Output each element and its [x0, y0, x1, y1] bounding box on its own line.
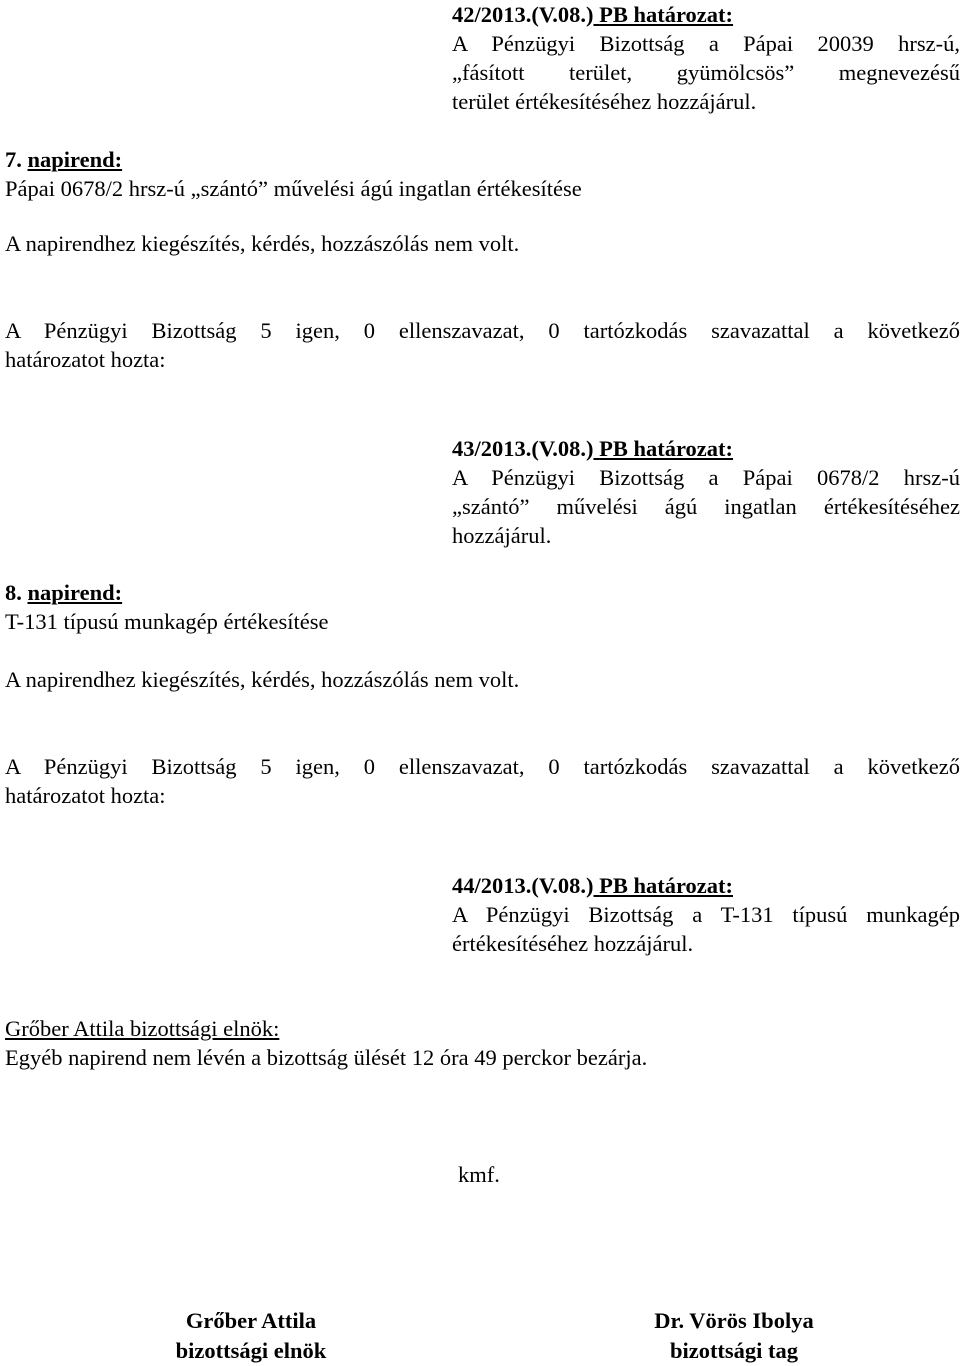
closing-speaker: Grőber Attila bizottsági elnök:	[5, 1016, 280, 1041]
resolution-44-line-1: A Pénzügyi Bizottság a T-131 típusú munkagép	[452, 902, 960, 927]
agenda-7-title: 7. napirend:	[5, 147, 123, 172]
agenda-8-title: 8. napirend:	[5, 580, 123, 605]
resolution-43-line-2: „szántó” művelési ágú ingatlan értékesítéséhez	[452, 494, 960, 519]
resolution-42-line-1: A Pénzügyi Bizottság a Pápai 20039 hrsz-ú,	[452, 31, 960, 56]
agenda-8-comment-text: A napirendhez kiegészítés, kérdés, hozzászólás nem volt.	[5, 667, 520, 692]
resolution-44-title: 44/2013.(V.08.) PB határozat:	[452, 873, 734, 898]
agenda-7-subject: Pápai 0678/2 hrsz-ú „szántó” művelési ágú ingatlan értékesítése	[5, 176, 582, 201]
resolution-44	[452, 871, 960, 958]
agenda-7-comment	[5, 229, 960, 258]
agenda-8-vote-line-1: A Pénzügyi Bizottság 5 igen, 0 ellenszavazat, 0 tartózkodás szavazattal a következő	[5, 754, 960, 779]
resolution-43-title: 43/2013.(V.08.) PB határozat:	[452, 436, 734, 461]
agenda-7-comment-text: A napirendhez kiegészítés, kérdés, hozzászólás nem volt.	[5, 231, 520, 256]
kmf-label: kmf.	[458, 1162, 500, 1187]
agenda-7-vote-line-1: A Pénzügyi Bizottság 5 igen, 0 ellenszavazat, 0 tartózkodás szavazattal a következő	[5, 318, 960, 343]
resolution-42-title: 42/2013.(V.08.) PB határozat:	[452, 2, 734, 27]
resolution-43-line-3: hozzájárul.	[452, 523, 552, 548]
resolution-44-line-2: értékesítéséhez hozzájárul.	[452, 931, 694, 956]
closing	[5, 1014, 960, 1072]
signature-chair-role: bizottsági elnök	[175, 1338, 327, 1363]
agenda-7-vote	[5, 316, 960, 374]
signature-chair	[121, 1306, 381, 1366]
signature-chair-name: Grőber Attila	[185, 1308, 317, 1333]
resolution-43	[452, 434, 960, 550]
agenda-7-header	[5, 145, 960, 203]
resolution-42	[452, 0, 960, 116]
resolution-42-line-2: „fásított terület, gyümölcsös” megnevezésű	[452, 60, 960, 85]
signature-member	[604, 1306, 864, 1366]
signature-member-name: Dr. Vörös Ibolya	[654, 1308, 814, 1333]
agenda-8-subject: T-131 típusú munkagép értékesítése	[5, 609, 329, 634]
closing-text: Egyéb napirend nem lévén a bizottság ülését 12 óra 49 perckor bezárja.	[5, 1045, 648, 1070]
agenda-8-header	[5, 578, 960, 636]
resolution-42-line-3: terület értékesítéséhez hozzájárul.	[452, 89, 757, 114]
signature-member-role: bizottsági tag	[669, 1338, 799, 1363]
agenda-8-comment	[5, 665, 960, 694]
agenda-7-vote-line-2: határozatot hozta:	[5, 347, 166, 372]
agenda-8-vote-line-2: határozatot hozta:	[5, 783, 166, 808]
agenda-8-vote	[5, 752, 960, 810]
resolution-43-line-1: A Pénzügyi Bizottság a Pápai 0678/2 hrsz-ú	[452, 465, 960, 490]
